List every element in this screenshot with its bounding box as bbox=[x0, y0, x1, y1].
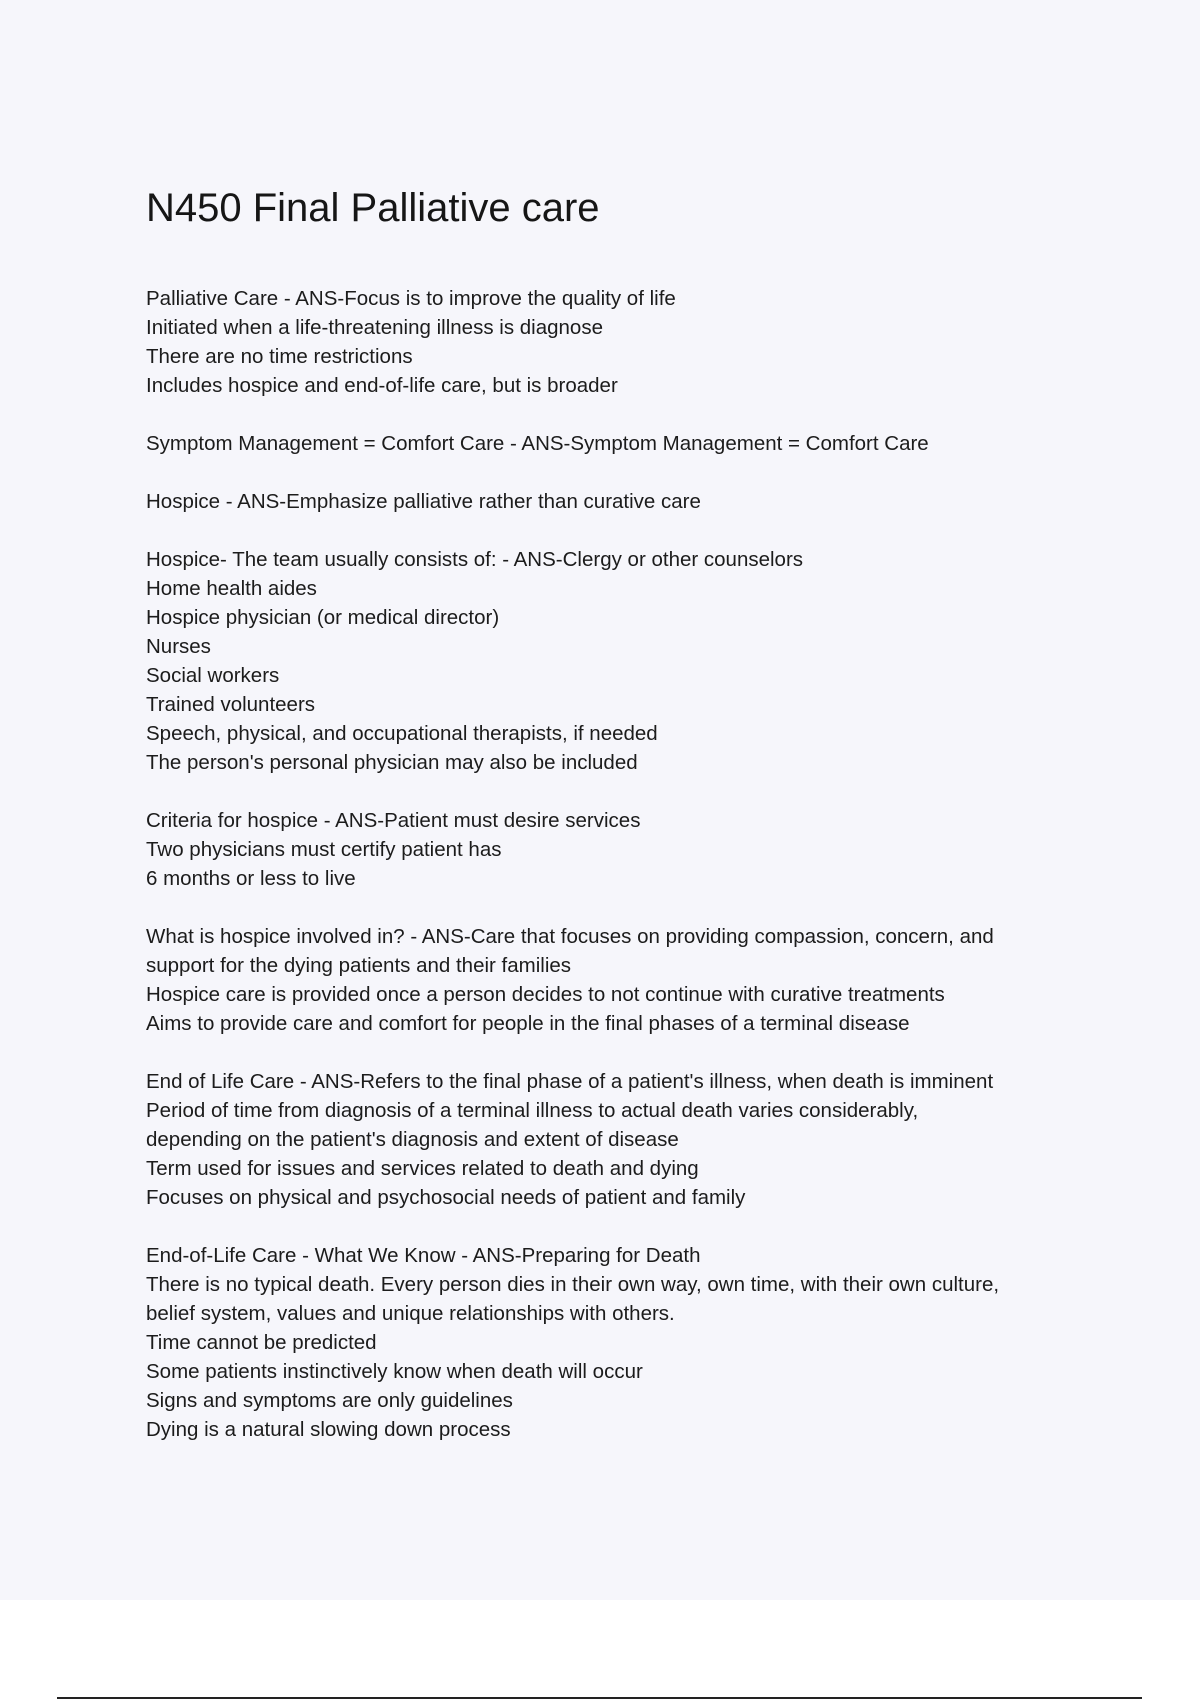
section-hospice-team bbox=[146, 545, 1106, 777]
page-bottom-margin bbox=[0, 1600, 1200, 1700]
text-line: Nurses bbox=[146, 635, 211, 658]
text-line: Includes hospice and end-of-life care, but is broader bbox=[146, 374, 618, 397]
section-end-of-life-care bbox=[146, 1067, 1106, 1212]
text-line: The person's personal physician may also be included bbox=[146, 751, 638, 774]
text-line: Focuses on physical and psychosocial needs of patient and family bbox=[146, 1186, 746, 1209]
document-content bbox=[146, 180, 1106, 1473]
text-line: There is no typical death. Every person dies in their own way, own time, with their own culture, bbox=[146, 1273, 1000, 1296]
text-line: 6 months or less to live bbox=[146, 867, 356, 890]
text-line: Hospice physician (or medical director) bbox=[146, 606, 500, 629]
footer-divider bbox=[57, 1697, 1142, 1699]
text-line: Hospice care is provided once a person decides to not continue with curative treatments bbox=[146, 983, 945, 1006]
section-hospice-involvement bbox=[146, 922, 1106, 1038]
text-line: support for the dying patients and their families bbox=[146, 954, 572, 977]
text-line: End of Life Care - ANS-Refers to the final phase of a patient's illness, when death is imminent bbox=[146, 1070, 994, 1093]
text-line: There are no time restrictions bbox=[146, 345, 413, 368]
text-line: Two physicians must certify patient has bbox=[146, 838, 502, 861]
section-symptom-management bbox=[146, 429, 1106, 458]
text-line: Criteria for hospice - ANS-Patient must desire services bbox=[146, 809, 641, 832]
text-line: Aims to provide care and comfort for people in the final phases of a terminal disease bbox=[146, 1012, 910, 1035]
text-line: Time cannot be predicted bbox=[146, 1331, 377, 1354]
text-line: Trained volunteers bbox=[146, 693, 316, 716]
text-line: Hospice - ANS-Emphasize palliative rather than curative care bbox=[146, 490, 701, 513]
text-line: Speech, physical, and occupational therapists, if needed bbox=[146, 722, 658, 745]
text-line: belief system, values and unique relationships with others. bbox=[146, 1302, 675, 1325]
text-line: Initiated when a life-threatening illness is diagnose bbox=[146, 316, 603, 339]
text-line: Symptom Management = Comfort Care - ANS-Symptom Management = Comfort Care bbox=[146, 432, 929, 455]
text-line: Term used for issues and services related to death and dying bbox=[146, 1157, 699, 1180]
text-line: Home health aides bbox=[146, 577, 317, 600]
text-line: Hospice- The team usually consists of: - ANS-Clergy or other counselors bbox=[146, 548, 804, 571]
section-hospice bbox=[146, 487, 1106, 516]
text-line: depending on the patient's diagnosis and extent of disease bbox=[146, 1128, 679, 1151]
section-palliative-care bbox=[146, 284, 1106, 400]
document-title: N450 Final Palliative care bbox=[146, 186, 600, 230]
text-line: Signs and symptoms are only guidelines bbox=[146, 1389, 513, 1412]
text-line: What is hospice involved in? - ANS-Care that focuses on providing compassion, concern, and bbox=[146, 925, 994, 948]
section-criteria-for-hospice bbox=[146, 806, 1106, 893]
section-what-we-know bbox=[146, 1241, 1106, 1444]
text-line: Social workers bbox=[146, 664, 280, 687]
text-line: Palliative Care - ANS-Focus is to improve the quality of life bbox=[146, 287, 676, 310]
text-line: Some patients instinctively know when death will occur bbox=[146, 1360, 643, 1383]
text-line: Period of time from diagnosis of a terminal illness to actual death varies considerably, bbox=[146, 1099, 919, 1122]
text-line: Dying is a natural slowing down process bbox=[146, 1418, 511, 1441]
text-line: End-of-Life Care - What We Know - ANS-Preparing for Death bbox=[146, 1244, 701, 1267]
